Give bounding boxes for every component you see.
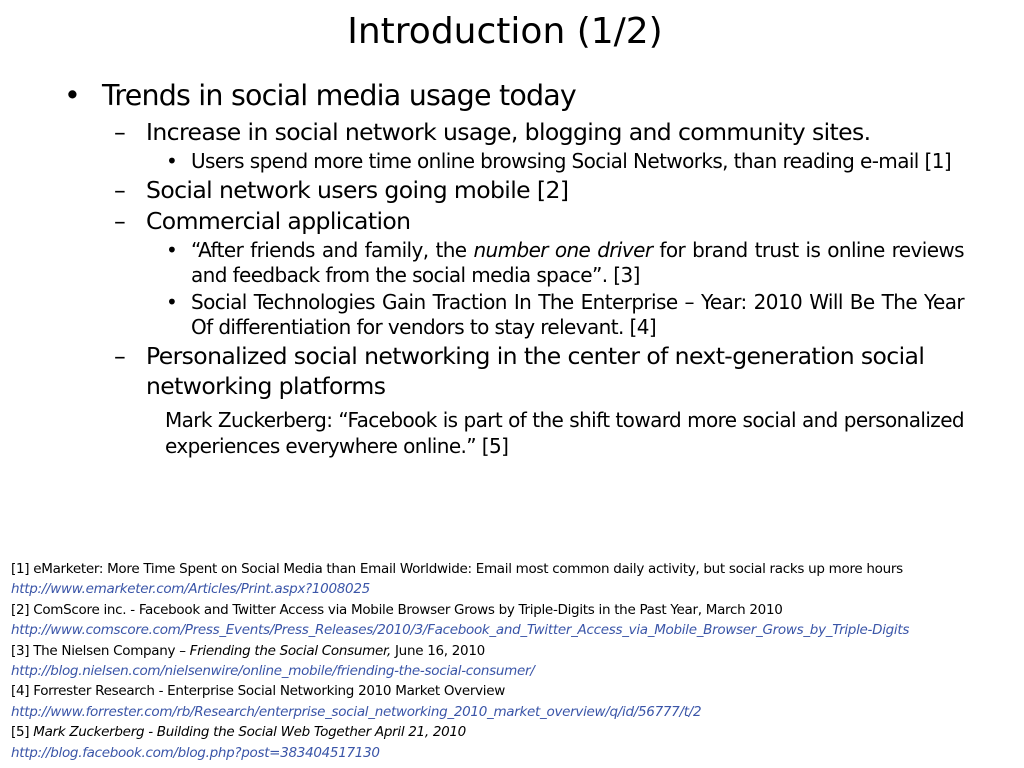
quote-start: “After friends and family, the: [191, 238, 467, 262]
dash-icon: –: [114, 207, 126, 235]
dash-icon: –: [114, 342, 126, 370]
bullet-level2: [64, 206, 964, 236]
quote-end: for brand trust is online reviews and feedback from the social media space”. [3]: [191, 238, 964, 287]
bullet-text: Users spend more time online browsing Social Networks, than reading e-mail [1]: [191, 149, 952, 173]
reference-link[interactable]: http://www.emarketer.com/Articles/Print.aspx?1008025: [11, 581, 370, 598]
reference-text: [4] Forrester Research - Enterprise Social Networking 2010 Market Overview: [11, 683, 505, 700]
dash-icon: –: [114, 176, 126, 204]
emphasis-text: number one driver: [473, 238, 653, 262]
bullet-level2: [64, 175, 964, 205]
dash-icon: –: [114, 118, 126, 146]
bullet-level2: [64, 341, 964, 401]
reference-text: [11, 722, 1011, 742]
bullet-level3: [64, 290, 964, 340]
quote-paragraph: Mark Zuckerberg: “Facebook is part of the shift toward more social and personalized experiences everywhere online.” [5]: [165, 408, 964, 458]
bullet-level1: [64, 78, 964, 114]
bullet-text: Social network users going mobile [2]: [146, 176, 569, 204]
bullet-level3: [64, 149, 964, 174]
slide-title: Introduction (1/2): [347, 11, 663, 52]
bullet-text: Personalized social networking in the center of next-generation social networking platforms: [146, 342, 925, 400]
reference-link[interactable]: http://blog.facebook.com/blog.php?post=383404517130: [11, 744, 380, 761]
bullet-text: Social Technologies Gain Traction In The Enterprise – Year: 2010 Will Be The Year Of differentiation for vendors to stay relevant. [4]: [191, 290, 964, 339]
bullet-text: Increase in social network usage, blogging and community sites.: [146, 118, 871, 146]
bullet-level2: [64, 117, 964, 147]
reference-date: June 16, 2010: [395, 642, 485, 659]
reference-title: Mark Zuckerberg - Building the Social Web Together April 21, 2010: [33, 724, 466, 741]
slide-body: [64, 78, 964, 459]
reference-link[interactable]: http://blog.nielsen.com/nielsenwire/online_mobile/friending-the-social-consumer/: [11, 663, 535, 680]
bullet-icon: •: [166, 149, 178, 173]
bullet-icon: •: [64, 79, 81, 112]
reference-text: [11, 641, 1011, 661]
reference-link[interactable]: http://www.forrester.com/rb/Research/enterprise_social_networking_2010_market_overview/q/id/56777/t/2: [11, 703, 702, 720]
bullet-text: Commercial application: [146, 207, 411, 235]
reference-link[interactable]: http://www.comscore.com/Press_Events/Press_Releases/2010/3/Facebook_and_Twitter_Access_via_Mobile_Browser_Grows_by_Triple-Digits: [11, 622, 910, 639]
reference-prefix: [5]: [11, 724, 30, 741]
references: [11, 559, 1011, 763]
bullet-text: Trends in social media usage today: [102, 79, 576, 112]
reference-title: Friending the Social Consumer,: [189, 642, 391, 659]
reference-text: [2] ComScore inc. - Facebook and Twitter Access via Mobile Browser Grows by Triple-Digits in the Past Year, March 2010: [11, 601, 783, 618]
bullet-icon: •: [166, 290, 178, 314]
bullet-level3: [64, 238, 964, 288]
bullet-text: [191, 238, 964, 287]
reference-text: [1] eMarketer: More Time Spent on Social Media than Email Worldwide: Email most common daily activity, but social racks up more hours: [11, 561, 903, 577]
bullet-icon: •: [166, 238, 178, 262]
reference-prefix: [3] The Nielsen Company –: [11, 642, 186, 659]
